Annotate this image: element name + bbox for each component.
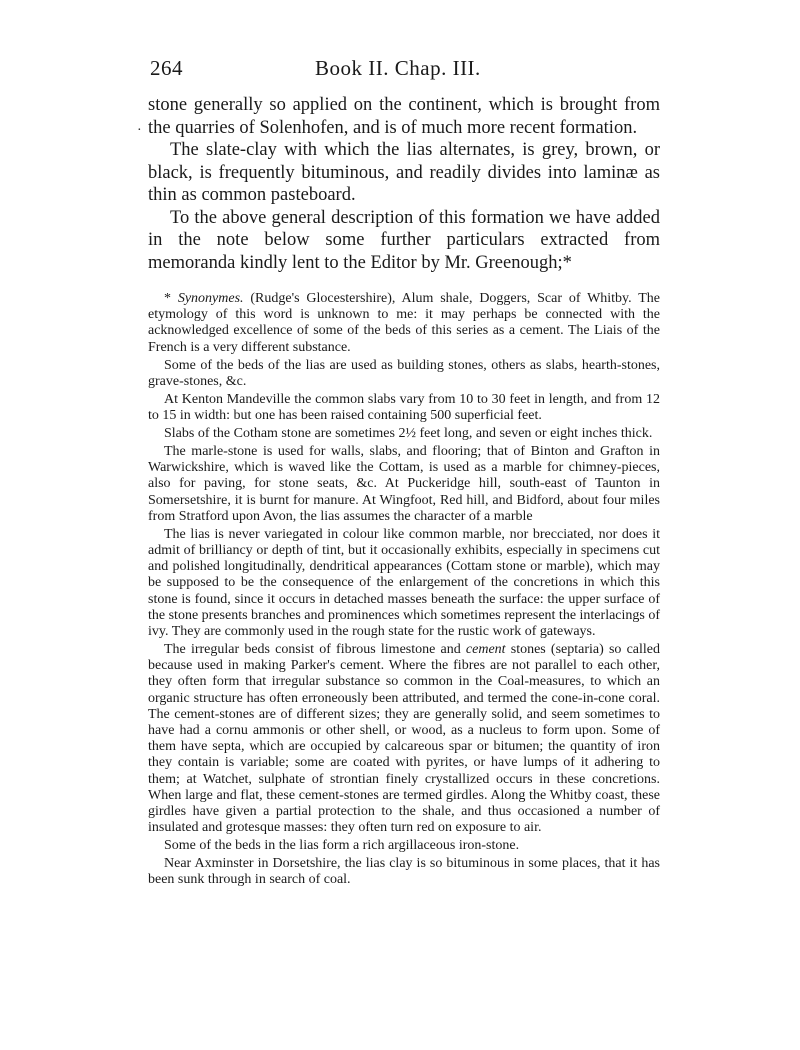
footnote-paragraph: The marle-stone is used for walls, slabs, and flooring; that of Binton and Grafton in Warwickshire, which is waved like the Cottam, is used as a marble for chimney-pieces, also for paving, for stone seats, &c. At Puckeridge hill, south-east of Taunton in Somersetshire, it is burnt for manure. At Wingfoot, Red hill, and Bidford, about four miles from Stratford upon Avon, the lias assumes the character of a marble [148,444,660,524]
footnote-paragraph: Some of the beds in the lias form a rich argillaceous iron-stone. [164,838,520,854]
footnote-paragraph: Some of the beds of the lias are used as building stones, others as slabs, hearth-stones, grave-stones, &c. [148,357,660,389]
footnote-paragraph: The lias is never variegated in colour like common marble, nor brecciated, nor does it admit of brilliancy or depth of tint, but it occasionally exhibits, especially in specimens cut and polished longitudinally, dendritical appearances (Cottam stone or marble), which may be supposed to be the consequence of the enlargement of the concretions in which this stone is found, since it occurs in detached masses beneath the surface: the upper surface of the stone presents branches and prominences which sometimes represent the interlacings of ivy. They are commonly used in the rough state for the rustic work of gateways. [148,526,661,640]
body-paragraph: The slate-clay with which the lias alternates, is grey, brown, or black, is frequently bituminous, and readily divides into laminæ as thin as common pasteboard. [148,140,660,205]
running-title: Book II. Chap. III. [315,56,481,80]
footnote-label: Synonymes. [177,291,244,306]
footnote-paragraph: Slabs of the Cotham stone are sometimes 2½ feet long, and seven or eight inches thick. [164,426,653,442]
body-paragraph: stone generally so applied on the continent, which is brought from the quarries of Solenhofen, and is of much more recent formation. [148,95,660,138]
footnote-text: stones (septaria) so called because used in making Parker's cement. Where the fibres are not parallel to each other, they often form that irregular substance so common in the Coal-measures, to which an organic structure has often erroneously been attributed, and termed the cone-in-cone coral. The cement-stones are of different sizes; they are generally solid, and seem sometimes to have had a cornu ammonis or other shell, or wood, as a nucleus to form upon. Some of them have septa, which are occupied by calcareous spar or bitumen; the quantity of iron they contain is variable; some are coated with pyrites, or have lumps of it adhering to them; at Watchet, sulphate of strontian finely crystallized occurs in these concretions. When large and flat, these cement-stones are termed girdles. Along the Whitby coast, these girdles have given a partial protection to the shale, and thus occasioned a number of insulated and grotesque masses: they often turn red on exposure to air. [148,642,660,836]
page-header [150,56,660,86]
footnote-italic-term: cement [465,642,506,658]
footnote-synonymes [148,291,660,356]
footnote-block [148,291,660,890]
body-paragraph: To the above general description of this formation we have added in the note below some further particulars extracted from memoranda kindly lent to the Editor by Mr. Greenough;* [148,207,660,273]
footnote-marker: * [164,291,178,306]
footnote-cement [148,642,660,836]
footnote-paragraph: Near Axminster in Dorsetshire, the lias clay is so bituminous in some places, that it has been sunk through in search of coal. [148,856,660,888]
footnote-text: The irregular beds consist of fibrous limestone and [164,642,466,658]
margin-dot-mark: · [137,123,142,138]
footnote-text: (Rudge's Glocestershire), Alum shale, Doggers, Scar of Whitby. The etymology of this word is unknown to me: it may perhaps be connected with the acknowledged excellence of some of the beds of this series as a cement. The Liais of the French is a very different substance. [148,291,660,355]
footnote-paragraph: At Kenton Mandeville the common slabs vary from 10 to 30 feet in length, and from 12 to 15 in width: but one has been raised containing 500 superficial feet. [148,391,660,424]
main-text [148,94,660,274]
page-number: 264 [150,56,183,80]
